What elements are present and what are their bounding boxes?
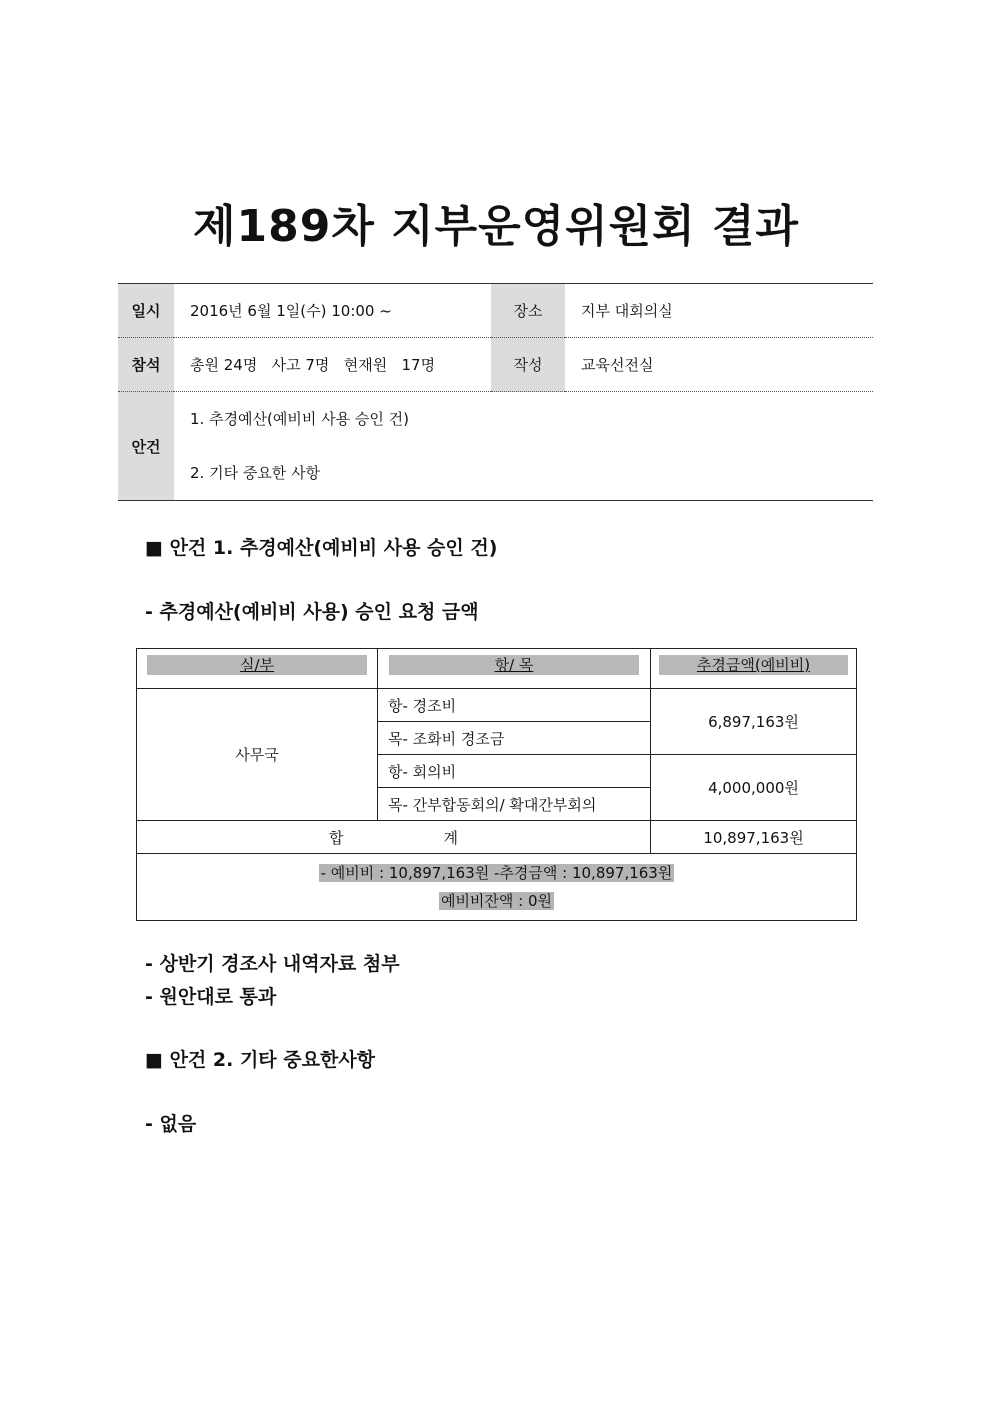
agenda-item: 1. 추경예산(예비비 사용 승인 건): [190, 410, 409, 428]
table-row-mok: 목- 간부합동회의/ 확대간부회의: [378, 788, 651, 821]
dept-cell: 사무국: [137, 689, 378, 821]
reserve-note-line1: - 예비비 : 10,897,163원 -추경금액 : 10,897,163원: [320, 864, 673, 882]
section2-bullet: - 없음: [145, 1113, 197, 1135]
agenda-item: 2. 기타 중요한 사항: [190, 464, 321, 482]
date-label: 일시: [118, 284, 174, 338]
agenda-list: [174, 392, 873, 501]
attend-value: 총원 24명 사고 7명 현재원 17명: [174, 338, 491, 392]
author-label: 작성: [491, 338, 565, 392]
amount-cell: 4,000,000원: [651, 755, 857, 821]
budget-table: [136, 648, 857, 921]
header-item: 항/ 목: [378, 649, 651, 689]
reserve-note-line2: 예비비잔액 : 0원: [440, 892, 553, 910]
result-bullet: - 상반기 경조사 내역자료 첨부: [145, 953, 400, 975]
table-row-mok: 목- 조화비 경조금: [378, 722, 651, 755]
reserve-note: [137, 854, 857, 921]
author-value: 교육선전실: [565, 338, 873, 392]
table-row-hang: 항- 경조비: [378, 689, 651, 722]
place-label: 장소: [491, 284, 565, 338]
total-label: 합 계: [137, 821, 651, 854]
table-row-hang: 항- 회의비: [378, 755, 651, 788]
section2-heading: ■ 안건 2. 기타 중요한사항: [145, 1049, 376, 1071]
section1-heading: ■ 안건 1. 추경예산(예비비 사용 승인 건): [145, 537, 498, 559]
header-amount: 추경금액(예비비): [651, 649, 857, 689]
section1-subheading: - 추경예산(예비비 사용) 승인 요청 금액: [145, 601, 479, 623]
header-dept: 실/부: [137, 649, 378, 689]
meeting-info-table: [118, 283, 873, 501]
result-bullet: - 원안대로 통과: [145, 986, 277, 1008]
place-value: 지부 대회의실: [565, 284, 873, 338]
amount-cell: 6,897,163원: [651, 689, 857, 755]
page-title: 제189차 지부운영위원회 결과: [192, 201, 800, 252]
date-value: 2016년 6월 1일(수) 10:00 ~: [174, 284, 491, 338]
total-amount: 10,897,163원: [651, 821, 857, 854]
attend-label: 참석: [118, 338, 174, 392]
agenda-label: 안건: [118, 392, 174, 501]
